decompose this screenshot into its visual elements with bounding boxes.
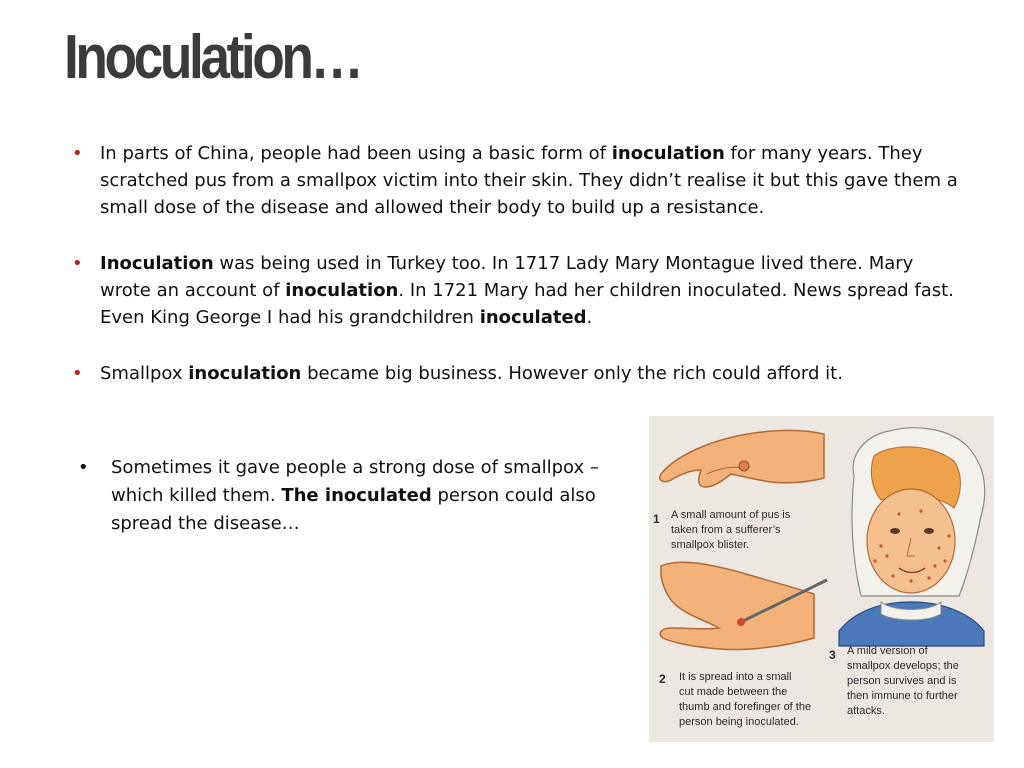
bullet-bold-text: inoculation xyxy=(188,363,302,384)
caption-line: attacks. xyxy=(847,705,885,717)
bullet-text: Sometimes it gave people a strong dose of smallpox – which killed them. xyxy=(111,457,599,506)
caption-line: then immune to further xyxy=(847,690,958,702)
bullet-item-danger xyxy=(78,454,618,538)
bullet-text: Smallpox xyxy=(100,363,189,384)
caption-line: person being inoculated. xyxy=(679,716,799,728)
bullet-text: In parts of China, people had been using a basic form of xyxy=(100,143,612,164)
bullet-bold-text: inoculation xyxy=(611,143,725,164)
caption-line: It is spread into a small xyxy=(679,671,792,683)
child-with-smallpox-icon xyxy=(839,428,985,646)
caption-line: A mild version of xyxy=(847,645,928,657)
bullet-bold-text: The inoculated xyxy=(281,485,432,506)
caption-line: taken from a sufferer’s xyxy=(671,524,781,536)
bullet-item-business xyxy=(70,360,960,387)
bullet-marker: • xyxy=(72,363,83,384)
bullet-text: for many years. They scratched pus from a smallpox victim into their skin. They didn’t realise it but this gave them a small dose of the disease and allowed their body to build up a resistance. xyxy=(100,143,958,218)
bullet-bold-text: inoculated xyxy=(479,307,587,328)
bullet-bold-text: inoculation xyxy=(285,280,399,301)
bullet-text: became big business. However only the rich could afford it. xyxy=(301,363,843,384)
caption-line: smallpox develops; the xyxy=(847,660,959,672)
slide-title: Inoculation… xyxy=(64,23,361,92)
bullet-marker: • xyxy=(78,457,89,478)
bullet-marker: • xyxy=(72,143,83,164)
hand-with-needle-icon xyxy=(660,562,827,649)
extra-bullet-list xyxy=(78,454,618,538)
bullet-list xyxy=(70,140,960,416)
caption-step-1 xyxy=(671,508,790,553)
hand-with-blister-icon xyxy=(660,430,824,487)
caption-line: thumb and forefinger of the xyxy=(679,701,812,713)
caption-number: 2 xyxy=(659,672,666,686)
caption-line: smallpox blister. xyxy=(671,539,750,551)
bullet-item-china xyxy=(70,140,960,221)
bullet-bold-text: Inoculation xyxy=(100,253,214,274)
bullet-text: was being used in Turkey too. In 1717 Lady Mary Montague lived there. Mary wrote an account of xyxy=(100,253,914,301)
bullet-item-turkey xyxy=(70,250,960,331)
bullet-marker: • xyxy=(72,253,83,274)
bullet-text: . xyxy=(586,307,593,328)
inoculation-illustration xyxy=(649,416,994,742)
caption-number: 1 xyxy=(653,512,660,526)
bullet-text: person could also spread the disease… xyxy=(111,485,596,534)
caption-line: A small amount of pus is xyxy=(671,509,791,521)
caption-number: 3 xyxy=(829,648,836,662)
caption-line: person survives and is xyxy=(847,675,957,687)
caption-step-3 xyxy=(847,644,959,719)
caption-step-2 xyxy=(679,670,811,730)
bullet-text: . In 1721 Mary had her children inoculated. News spread fast. Even King George I had his grandchildren xyxy=(100,280,954,328)
caption-line: cut made between the xyxy=(679,686,788,698)
